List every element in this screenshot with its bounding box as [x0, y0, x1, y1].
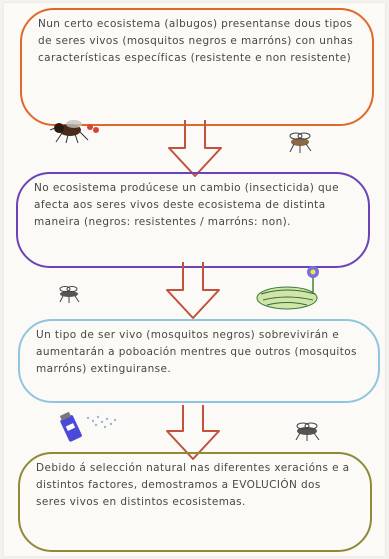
mosquito-icon [290, 420, 324, 446]
step-box-4 [18, 452, 372, 552]
step-text-3: Un tipo de ser vivo (mosquitos negros) sobrevivirán e aumentarán a poboación mentres que outros (mosquitos marróns) extinguiranse. [36, 329, 357, 375]
down-arrow-icon [163, 260, 223, 322]
step-text-2: No ecosistema prodúcese un cambio (insecticida) que afecta aos seres vivos deste ecosistema de distinta maneira (negros: resistentes / marróns: non). [34, 182, 339, 228]
down-arrow-icon [165, 118, 225, 180]
mosquito-black-icon [50, 118, 102, 148]
small-mosquito-icon [54, 284, 84, 308]
pond-flower-icon [255, 262, 325, 318]
step-text-4: Debido á selección natural nas diferentes xeracións e a distintos factores, demostramos a EVOLUCIÓN dos seres vivos en distintos ecosistemas. [36, 462, 350, 508]
mosquito-brown-icon [284, 130, 316, 158]
step-box-2 [16, 172, 370, 268]
insecticide-spray-icon [58, 408, 122, 446]
step-box-1 [20, 8, 374, 126]
step-box-3 [18, 319, 380, 403]
step-text-1: Nun certo ecosistema (albugos) presentanse dous tipos de seres vivos (mosquitos negros e marróns) con unhas características específicas (resistente e non resistente) [38, 18, 354, 64]
